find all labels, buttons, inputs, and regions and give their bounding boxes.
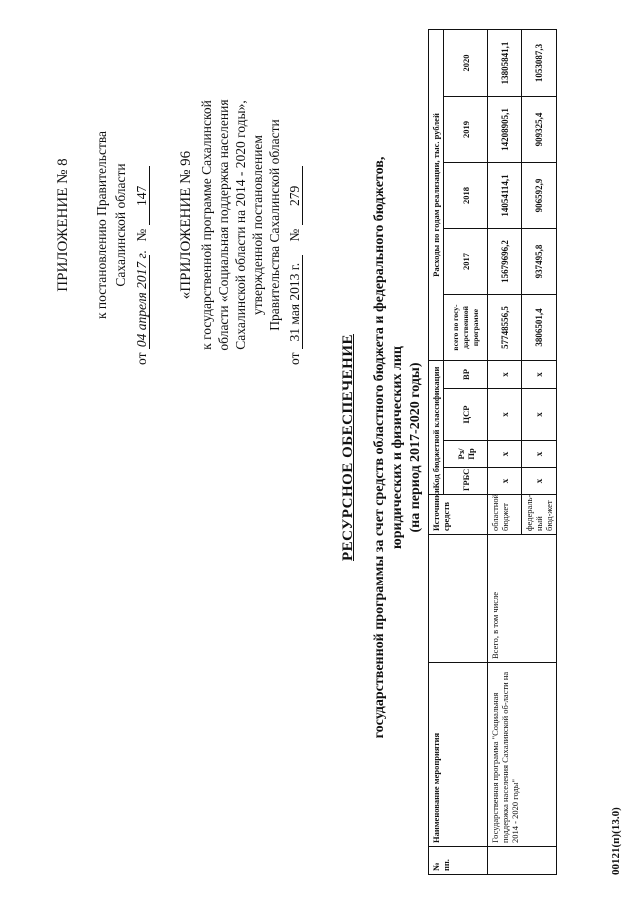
row-1-2017: 15679696,2 xyxy=(488,229,522,295)
row-2-vr: x xyxy=(522,361,557,389)
row-1-2019: 14208905,1 xyxy=(488,97,522,163)
header-source: Источники средств xyxy=(429,495,488,535)
appendix-8-number: 147 xyxy=(135,166,150,225)
row-1-source: областной бюджет xyxy=(488,495,522,535)
row-2-2020: 1053087,3 xyxy=(522,29,557,96)
row-2-source: федераль-ный бюд-жет xyxy=(522,495,557,535)
appendix-96-number: 279 xyxy=(288,166,303,225)
header-rzpr: Рз/Пр xyxy=(444,441,488,468)
header-vr: ВР xyxy=(444,361,488,389)
appendix-96-line-1: к государственной программе Сахалинской xyxy=(199,100,214,350)
total-label: Всего, в том числе xyxy=(488,535,557,663)
appendix-96-line-5: Правительства Сахалинской области xyxy=(267,119,282,331)
header-2020: 2020 xyxy=(444,29,488,96)
program-name: Государственная программа "Социальная поддержка населения Сахалинской об-ласти на 2014 - 2020 годы" xyxy=(488,663,557,847)
appendix-96-line-4: утвержденной постановлением xyxy=(250,135,265,315)
row-2-csr: x xyxy=(522,389,557,441)
row-2-2019: 909325,4 xyxy=(522,97,557,163)
document-title-line-4: (на период 2017-2020 годы) xyxy=(408,362,423,533)
appendix-96-from-prefix: от xyxy=(287,352,302,365)
header-2017: 2017 xyxy=(444,229,488,295)
row-1-vr: x xyxy=(488,361,522,389)
header-num: № пп. xyxy=(429,847,488,875)
appendix-96-num-prefix: № xyxy=(287,228,302,242)
header-name: Наименование мероприятия xyxy=(429,663,488,847)
row-1-csr: x xyxy=(488,389,522,441)
row-1-2018: 14054114,1 xyxy=(488,163,522,229)
document-title xyxy=(340,30,425,865)
header-empty xyxy=(429,535,488,663)
document-title-line-3: юридических и физических лиц xyxy=(390,346,405,549)
header-csr: ЦСР xyxy=(444,389,488,441)
row-num xyxy=(488,847,557,875)
row-1-2020: 13805841,1 xyxy=(488,29,522,96)
appendix-96-line-3: Сахалинской области на 2014 - 2020 годы», xyxy=(233,100,248,350)
appendix-8-from-prefix: от xyxy=(134,352,149,365)
appendix-96-title: «ПРИЛОЖЕНИЕ № 96 xyxy=(178,150,194,300)
appendix-96-date: 31 мая 2013 г. xyxy=(288,255,303,349)
row-2-total: 3806501,4 xyxy=(522,295,557,361)
table-header-row-1 xyxy=(429,29,444,874)
row-2-rzpr: x xyxy=(522,441,557,468)
row-2-2017: 937495,8 xyxy=(522,229,557,295)
resource-table xyxy=(428,29,557,875)
row-2-grbs: x xyxy=(522,468,557,495)
document-title-line-2: государственной программы за счет средств областного бюджета и федерального бюджетов, xyxy=(372,156,387,739)
header-expenses: Расходы по годам реализации, тыс. рублей xyxy=(429,29,444,360)
header-total: всего по госу-дарственной программе xyxy=(444,295,488,361)
appendix-8-title: ПРИЛОЖЕНИЕ № 8 xyxy=(55,158,71,292)
appendix-8-line-2: Сахалинской области xyxy=(113,163,128,287)
row-1-rzpr: x xyxy=(488,441,522,468)
header-2018: 2018 xyxy=(444,163,488,229)
appendix-8-num-prefix: № xyxy=(134,228,149,242)
row-2-2018: 906592,9 xyxy=(522,163,557,229)
document-title-line-1: РЕСУРСНОЕ ОБЕСПЕЧЕНИЕ xyxy=(340,333,356,562)
appendix-96-date-line xyxy=(287,166,303,365)
table-row xyxy=(488,29,522,874)
row-1-grbs: x xyxy=(488,468,522,495)
appendix-96-line-2: области «Социальная поддержка населения xyxy=(216,99,231,351)
row-1-total: 57748556,5 xyxy=(488,295,522,361)
header-grbs: ГРБС xyxy=(444,468,488,495)
header-kbk: Код бюджетной классификации xyxy=(429,361,444,495)
header-2019: 2019 xyxy=(444,97,488,163)
appendix-8-date: 04 апреля 2017 г. xyxy=(134,249,149,348)
appendix-8-date-line xyxy=(134,166,150,365)
appendix-8-line-1: к постановлению Правительства xyxy=(94,130,109,320)
footer-code: 00121(п)(13.0) xyxy=(610,807,622,875)
